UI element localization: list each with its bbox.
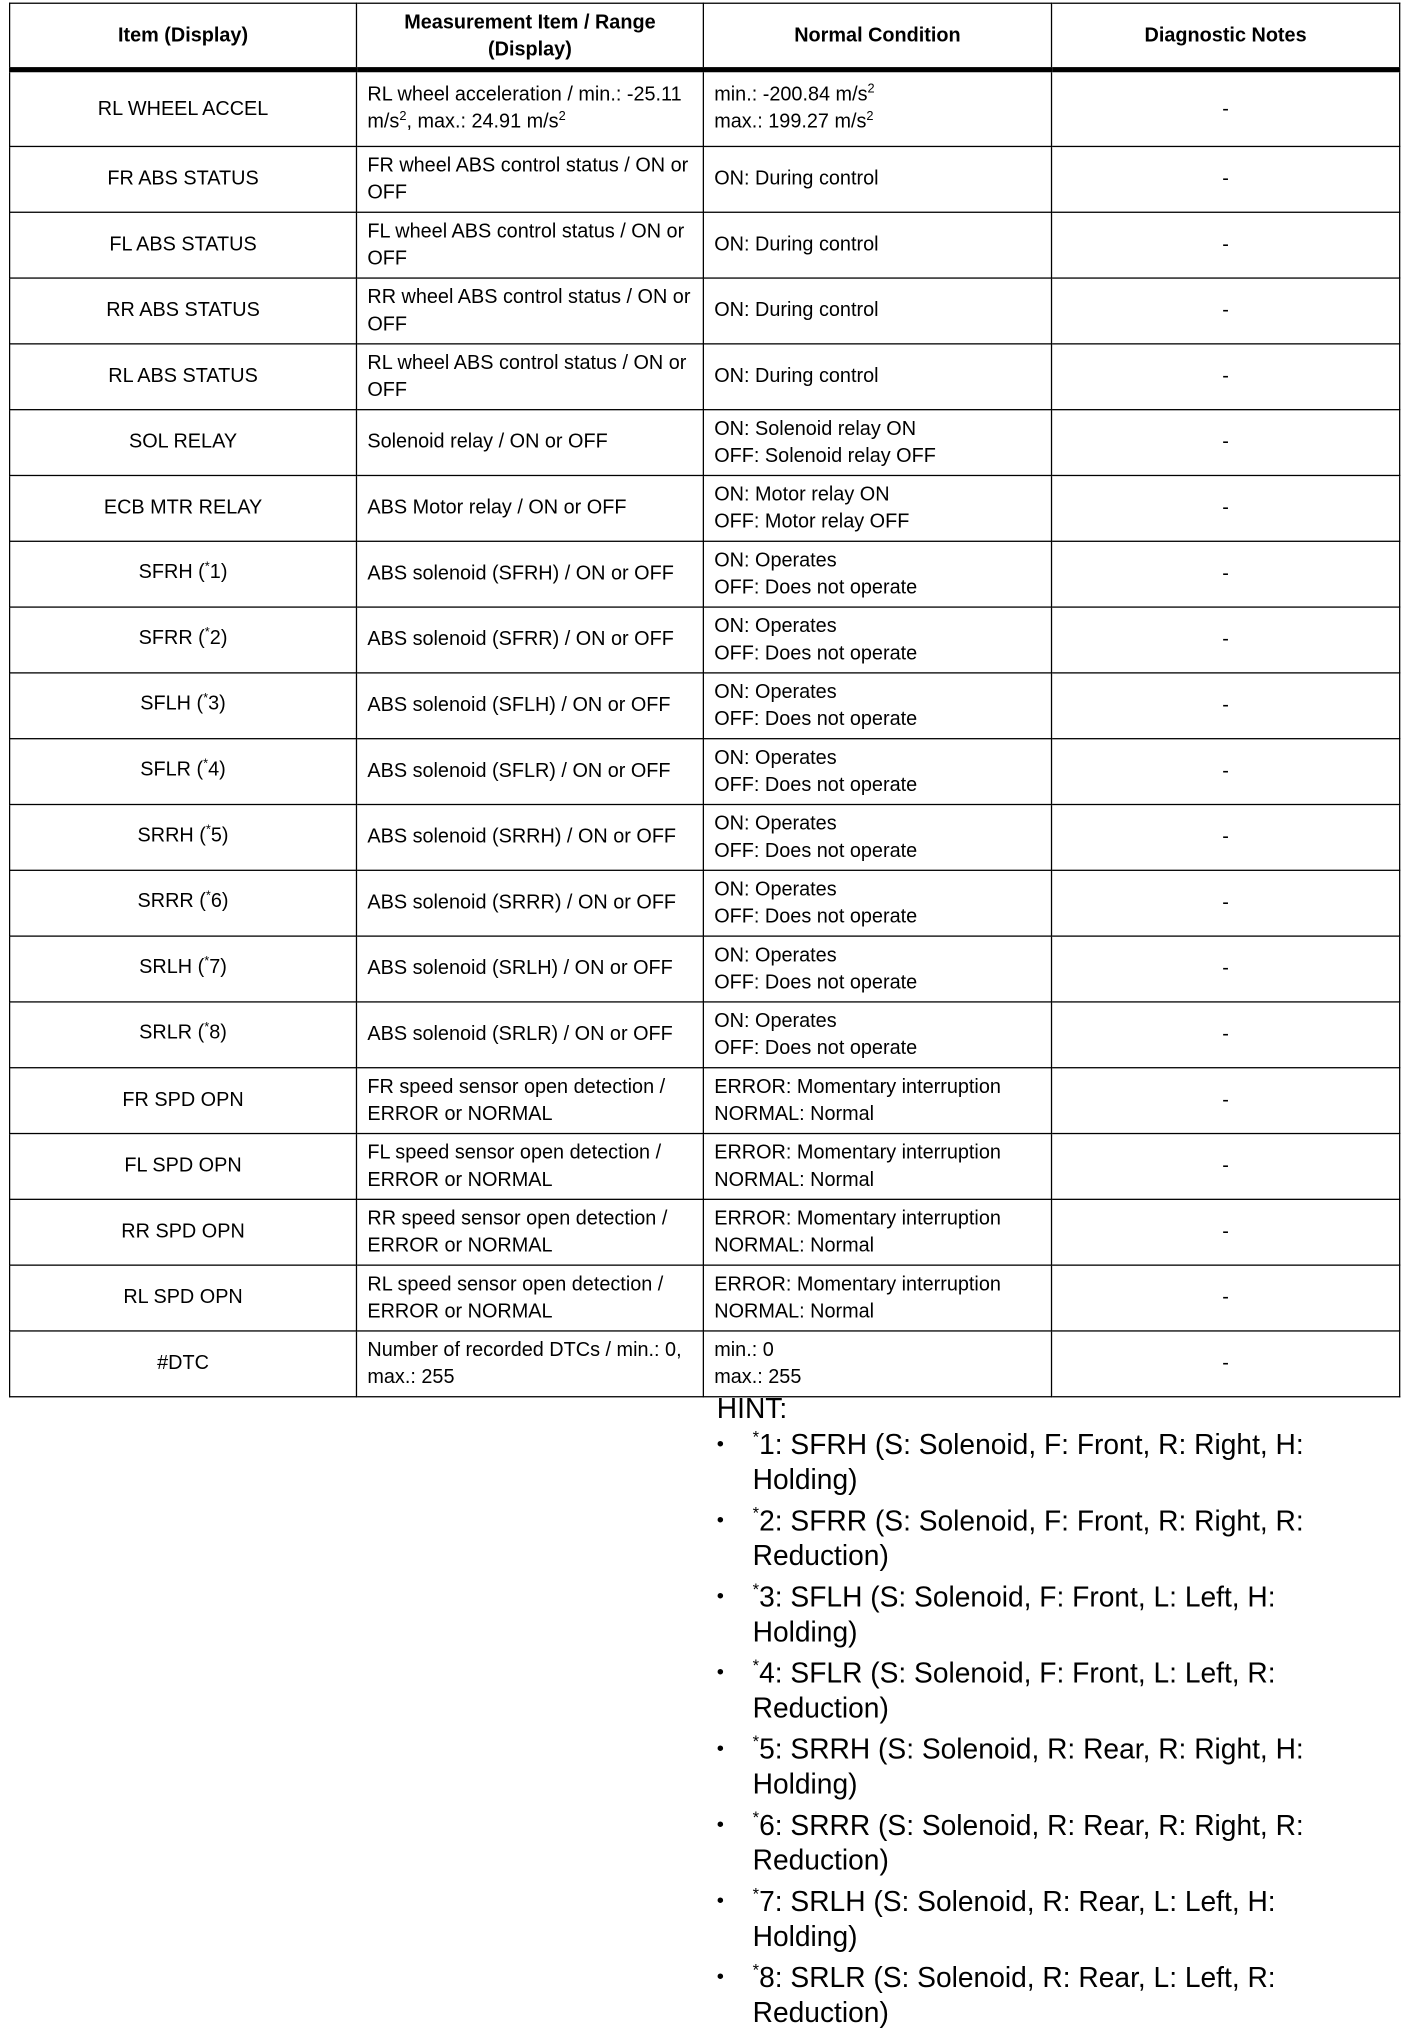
normal-condition-cell bbox=[703, 1264, 1051, 1330]
table-row bbox=[10, 738, 1400, 804]
normal-condition-line-2: OFF: Does not operate bbox=[714, 839, 918, 862]
table-row bbox=[10, 409, 1400, 475]
item-cell: RR SPD OPN bbox=[10, 1199, 357, 1265]
normal-condition-line-2: NORMAL: Normal bbox=[714, 1234, 875, 1257]
item-cell: RL SPD OPN bbox=[10, 1264, 357, 1330]
diagnostic-note-cell: - bbox=[1052, 1330, 1400, 1396]
data-list-table bbox=[9, 3, 1400, 1397]
normal-condition-cell bbox=[703, 935, 1051, 1001]
normal-condition-cell bbox=[703, 409, 1051, 475]
diagnostic-note-cell: - bbox=[1052, 212, 1400, 278]
diagnostic-note-cell: - bbox=[1052, 70, 1400, 146]
diagnostic-note-cell: - bbox=[1052, 804, 1400, 870]
item-cell: SRLR (*8) bbox=[10, 1001, 357, 1067]
hint-item bbox=[716, 1959, 1370, 2029]
hint-item bbox=[716, 1503, 1370, 1572]
normal-condition-line-1: ON: During control bbox=[714, 233, 879, 256]
hint-text: *6: SRRR (S: Solenoid, R: Rear, R: Right, R: Reduction) bbox=[752, 1807, 1304, 1877]
normal-condition-cell bbox=[703, 804, 1051, 870]
header-measurement: Measurement Item / Range (Display) bbox=[356, 3, 703, 69]
measurement-cell: ABS Motor relay / ON or OFF bbox=[356, 475, 703, 541]
normal-condition-line-2: NORMAL: Normal bbox=[714, 1299, 875, 1322]
normal-condition-line-2: OFF: Does not operate bbox=[714, 576, 918, 599]
hint-title: HINT: bbox=[716, 1392, 788, 1425]
normal-condition-line-1: ON: Operates bbox=[714, 878, 837, 900]
normal-condition-cell bbox=[703, 277, 1051, 343]
bullet-icon: • bbox=[716, 1890, 724, 1913]
bullet-icon: • bbox=[716, 1966, 724, 1989]
diagnostic-note-cell: - bbox=[1052, 475, 1400, 541]
normal-condition-cell bbox=[703, 1199, 1051, 1265]
table-row bbox=[10, 277, 1400, 343]
normal-condition-line-1: ON: Operates bbox=[714, 746, 837, 769]
bullet-icon: • bbox=[716, 1814, 724, 1837]
header-diagnostic-notes: Diagnostic Notes bbox=[1052, 3, 1400, 69]
diagnostic-note-cell: - bbox=[1052, 870, 1400, 936]
measurement-cell: RL speed sensor open detection / ERROR or NORMAL bbox=[356, 1264, 703, 1330]
diagnostic-note-cell: - bbox=[1052, 738, 1400, 804]
diagnostic-note-cell: - bbox=[1052, 409, 1400, 475]
normal-condition-line-1: ERROR: Momentary interruption bbox=[714, 1075, 1001, 1098]
measurement-cell: ABS solenoid (SFRR) / ON or OFF bbox=[356, 606, 703, 672]
hint-text: *3: SFLH (S: Solenoid, F: Front, L: Left, H: Holding) bbox=[752, 1579, 1276, 1648]
diagnostic-note-cell: - bbox=[1052, 343, 1400, 409]
normal-condition-cell bbox=[703, 870, 1051, 936]
measurement-cell: Number of recorded DTCs / min.: 0, max.: 255 bbox=[356, 1330, 703, 1396]
hint-text: *4: SFLR (S: Solenoid, F: Front, L: Left, R: Reduction) bbox=[752, 1655, 1276, 1724]
table-row bbox=[10, 1067, 1400, 1133]
normal-condition-cell bbox=[703, 212, 1051, 278]
measurement-cell: RL wheel acceleration / min.: -25.11 $m/s^2$, max.: 24.91 $m/s^2$ bbox=[356, 70, 703, 146]
normal-condition-cell bbox=[703, 475, 1051, 541]
table-row bbox=[10, 870, 1400, 936]
item-cell: SFRH (*1) bbox=[10, 541, 357, 607]
diagnostic-note-cell: - bbox=[1052, 277, 1400, 343]
normal-condition-line-1: min.: 0 bbox=[714, 1338, 774, 1361]
normal-condition-line-1: ERROR: Momentary interruption bbox=[714, 1272, 1001, 1295]
normal-condition-line-1: ON: Operates bbox=[714, 812, 837, 835]
item-cell: SFLR (*4) bbox=[10, 738, 357, 804]
item-cell: FL SPD OPN bbox=[10, 1133, 357, 1199]
bullet-icon: • bbox=[716, 1509, 724, 1532]
table-row bbox=[10, 475, 1400, 541]
normal-condition-line-2: OFF: Does not operate bbox=[714, 773, 918, 796]
item-cell: SRLH (*7) bbox=[10, 935, 357, 1001]
hint-item bbox=[716, 1807, 1370, 1877]
diagnostic-note-cell: - bbox=[1052, 146, 1400, 212]
normal-condition-line-1: ON: During control bbox=[714, 299, 879, 322]
hint-text: *5: SRRH (S: Solenoid, R: Rear, R: Right, H: Holding) bbox=[752, 1731, 1304, 1800]
table-header-row bbox=[10, 3, 1400, 69]
table-row bbox=[10, 146, 1400, 212]
normal-condition-line-1: ERROR: Momentary interruption bbox=[714, 1141, 1001, 1164]
measurement-cell: RL wheel ABS control status / ON or OFF bbox=[356, 343, 703, 409]
table-row bbox=[10, 541, 1400, 607]
bullet-icon: • bbox=[716, 1433, 724, 1456]
normal-condition-cell bbox=[703, 1330, 1051, 1396]
normal-condition-line-2: max.: 255 bbox=[714, 1365, 802, 1388]
normal-condition-line-1: ON: Operates bbox=[714, 614, 837, 637]
measurement-cell: ABS solenoid (SRLH) / ON or OFF bbox=[356, 935, 703, 1001]
normal-condition-line-1: ON: Operates bbox=[714, 1009, 837, 1032]
normal-condition-cell bbox=[703, 146, 1051, 212]
normal-condition-line-2: OFF: Motor relay OFF bbox=[714, 510, 910, 533]
normal-condition-cell bbox=[703, 541, 1051, 607]
hint-item bbox=[716, 1427, 1370, 1496]
measurement-cell: FL wheel ABS control status / ON or OFF bbox=[356, 212, 703, 278]
measurement-cell: ABS solenoid (SFRH) / ON or OFF bbox=[356, 541, 703, 607]
table-row bbox=[10, 212, 1400, 278]
item-cell: SFLH (*3) bbox=[10, 672, 357, 738]
bullet-icon: • bbox=[716, 1661, 724, 1684]
diagnostic-note-cell: - bbox=[1052, 1264, 1400, 1330]
item-cell: SRRH (*5) bbox=[10, 804, 357, 870]
measurement-cell: RR wheel ABS control status / ON or OFF bbox=[356, 277, 703, 343]
normal-condition-cell bbox=[703, 1001, 1051, 1067]
diagnostic-note-cell: - bbox=[1052, 606, 1400, 672]
measurement-cell: Solenoid relay / ON or OFF bbox=[356, 409, 703, 475]
item-cell: RL ABS STATUS bbox=[10, 343, 357, 409]
item-cell: ECB MTR RELAY bbox=[10, 475, 357, 541]
normal-condition-line-1: ON: Operates bbox=[714, 549, 837, 571]
item-cell: SRRR (*6) bbox=[10, 870, 357, 936]
item-cell: SOL RELAY bbox=[10, 409, 357, 475]
normal-condition-line-2: NORMAL: Normal bbox=[714, 1168, 875, 1191]
header-normal-condition: Normal Condition bbox=[703, 3, 1051, 69]
normal-condition-line-1: ON: Motor relay ON bbox=[714, 483, 890, 506]
item-cell: RL WHEEL ACCEL bbox=[10, 70, 357, 146]
table-row bbox=[10, 1133, 1400, 1199]
diagnostic-note-cell: - bbox=[1052, 1133, 1400, 1199]
normal-condition-line-1: ON: Operates bbox=[714, 943, 837, 966]
normal-condition-line-2: OFF: Does not operate bbox=[714, 1036, 918, 1059]
normal-condition-cell bbox=[703, 1067, 1051, 1133]
normal-condition-line-2: OFF: Does not operate bbox=[714, 970, 918, 993]
measurement-cell: ABS solenoid (SFLR) / ON or OFF bbox=[356, 738, 703, 804]
measurement-cell: FR speed sensor open detection / ERROR or NORMAL bbox=[356, 1067, 703, 1133]
normal-condition-line-2: NORMAL: Normal bbox=[714, 1102, 875, 1125]
hint-item bbox=[716, 1731, 1370, 1800]
normal-condition-line-2: OFF: Does not operate bbox=[714, 641, 918, 664]
normal-condition-line-2: OFF: Does not operate bbox=[714, 905, 918, 928]
hint-text: *7: SRLH (S: Solenoid, R: Rear, L: Left, H: Holding) bbox=[752, 1883, 1276, 1953]
diagnostic-note-cell: - bbox=[1052, 541, 1400, 607]
measurement-cell: ABS solenoid (SRLR) / ON or OFF bbox=[356, 1001, 703, 1067]
diagnostic-note-cell: - bbox=[1052, 1067, 1400, 1133]
hint-item bbox=[716, 1579, 1370, 1648]
diagnostic-note-cell: - bbox=[1052, 672, 1400, 738]
header-item: Item (Display) bbox=[10, 3, 357, 69]
table-row bbox=[10, 343, 1400, 409]
item-cell: #DTC bbox=[10, 1330, 357, 1396]
table-row bbox=[10, 606, 1400, 672]
normal-condition-cell bbox=[703, 738, 1051, 804]
table-row bbox=[10, 935, 1400, 1001]
table-row bbox=[10, 1199, 1400, 1265]
measurement-cell: ABS solenoid (SFLH) / ON or OFF bbox=[356, 672, 703, 738]
normal-condition-line-1: ON: Operates bbox=[714, 680, 837, 703]
diagnostic-note-cell: - bbox=[1052, 1199, 1400, 1265]
measurement-cell: FL speed sensor open detection / ERROR or NORMAL bbox=[356, 1133, 703, 1199]
normal-condition-line-1: ON: During control bbox=[714, 365, 879, 388]
item-cell: FL ABS STATUS bbox=[10, 212, 357, 278]
normal-condition-line-2: OFF: Does not operate bbox=[714, 707, 918, 730]
table-body bbox=[10, 70, 1400, 1396]
hint-item bbox=[716, 1655, 1370, 1724]
table-row bbox=[10, 70, 1400, 146]
normal-condition-line-1: min.: -200.84 $m/s^2$ bbox=[714, 82, 875, 107]
item-cell: SFRR (*2) bbox=[10, 606, 357, 672]
table-row bbox=[10, 1264, 1400, 1330]
table-row bbox=[10, 1330, 1400, 1396]
item-cell: RR ABS STATUS bbox=[10, 277, 357, 343]
table-row bbox=[10, 804, 1400, 870]
normal-condition-cell bbox=[703, 1133, 1051, 1199]
normal-condition-line-2: OFF: Solenoid relay OFF bbox=[714, 444, 936, 467]
item-cell: FR SPD OPN bbox=[10, 1067, 357, 1133]
measurement-cell: ABS solenoid (SRRR) / ON or OFF bbox=[356, 870, 703, 936]
hint-text: *8: SRLR (S: Solenoid, R: Rear, L: Left, R: Reduction) bbox=[752, 1959, 1276, 2029]
item-cell: FR ABS STATUS bbox=[10, 146, 357, 212]
normal-condition-line-1: ERROR: Momentary interruption bbox=[714, 1207, 1001, 1230]
hint-section bbox=[717, 1394, 1370, 2039]
diagnostic-note-cell: - bbox=[1052, 1001, 1400, 1067]
normal-condition-cell bbox=[703, 70, 1051, 146]
normal-condition-cell bbox=[703, 672, 1051, 738]
diagnostic-note-cell: - bbox=[1052, 935, 1400, 1001]
table-row bbox=[10, 1001, 1400, 1067]
normal-condition-cell bbox=[703, 343, 1051, 409]
normal-condition-line-1: ON: Solenoid relay ON bbox=[714, 417, 917, 440]
normal-condition-line-1: ON: During control bbox=[714, 167, 879, 190]
hint-item bbox=[716, 1883, 1370, 1953]
hint-list bbox=[716, 1427, 1370, 2029]
bullet-icon: • bbox=[716, 1585, 724, 1608]
normal-condition-cell bbox=[703, 606, 1051, 672]
bullet-icon: • bbox=[716, 1738, 724, 1760]
measurement-cell: RR speed sensor open detection / ERROR or NORMAL bbox=[356, 1199, 703, 1265]
measurement-cell: ABS solenoid (SRRH) / ON or OFF bbox=[356, 804, 703, 870]
table-row bbox=[10, 672, 1400, 738]
normal-condition-line-2: max.: 199.27 $m/s^2$ bbox=[714, 109, 874, 134]
measurement-cell: FR wheel ABS control status / ON or OFF bbox=[356, 146, 703, 212]
hint-text: *2: SFRR (S: Solenoid, F: Front, R: Right, R: Reduction) bbox=[752, 1503, 1304, 1572]
hint-text: *1: SFRH (S: Solenoid, F: Front, R: Right, H: Holding) bbox=[752, 1427, 1304, 1496]
